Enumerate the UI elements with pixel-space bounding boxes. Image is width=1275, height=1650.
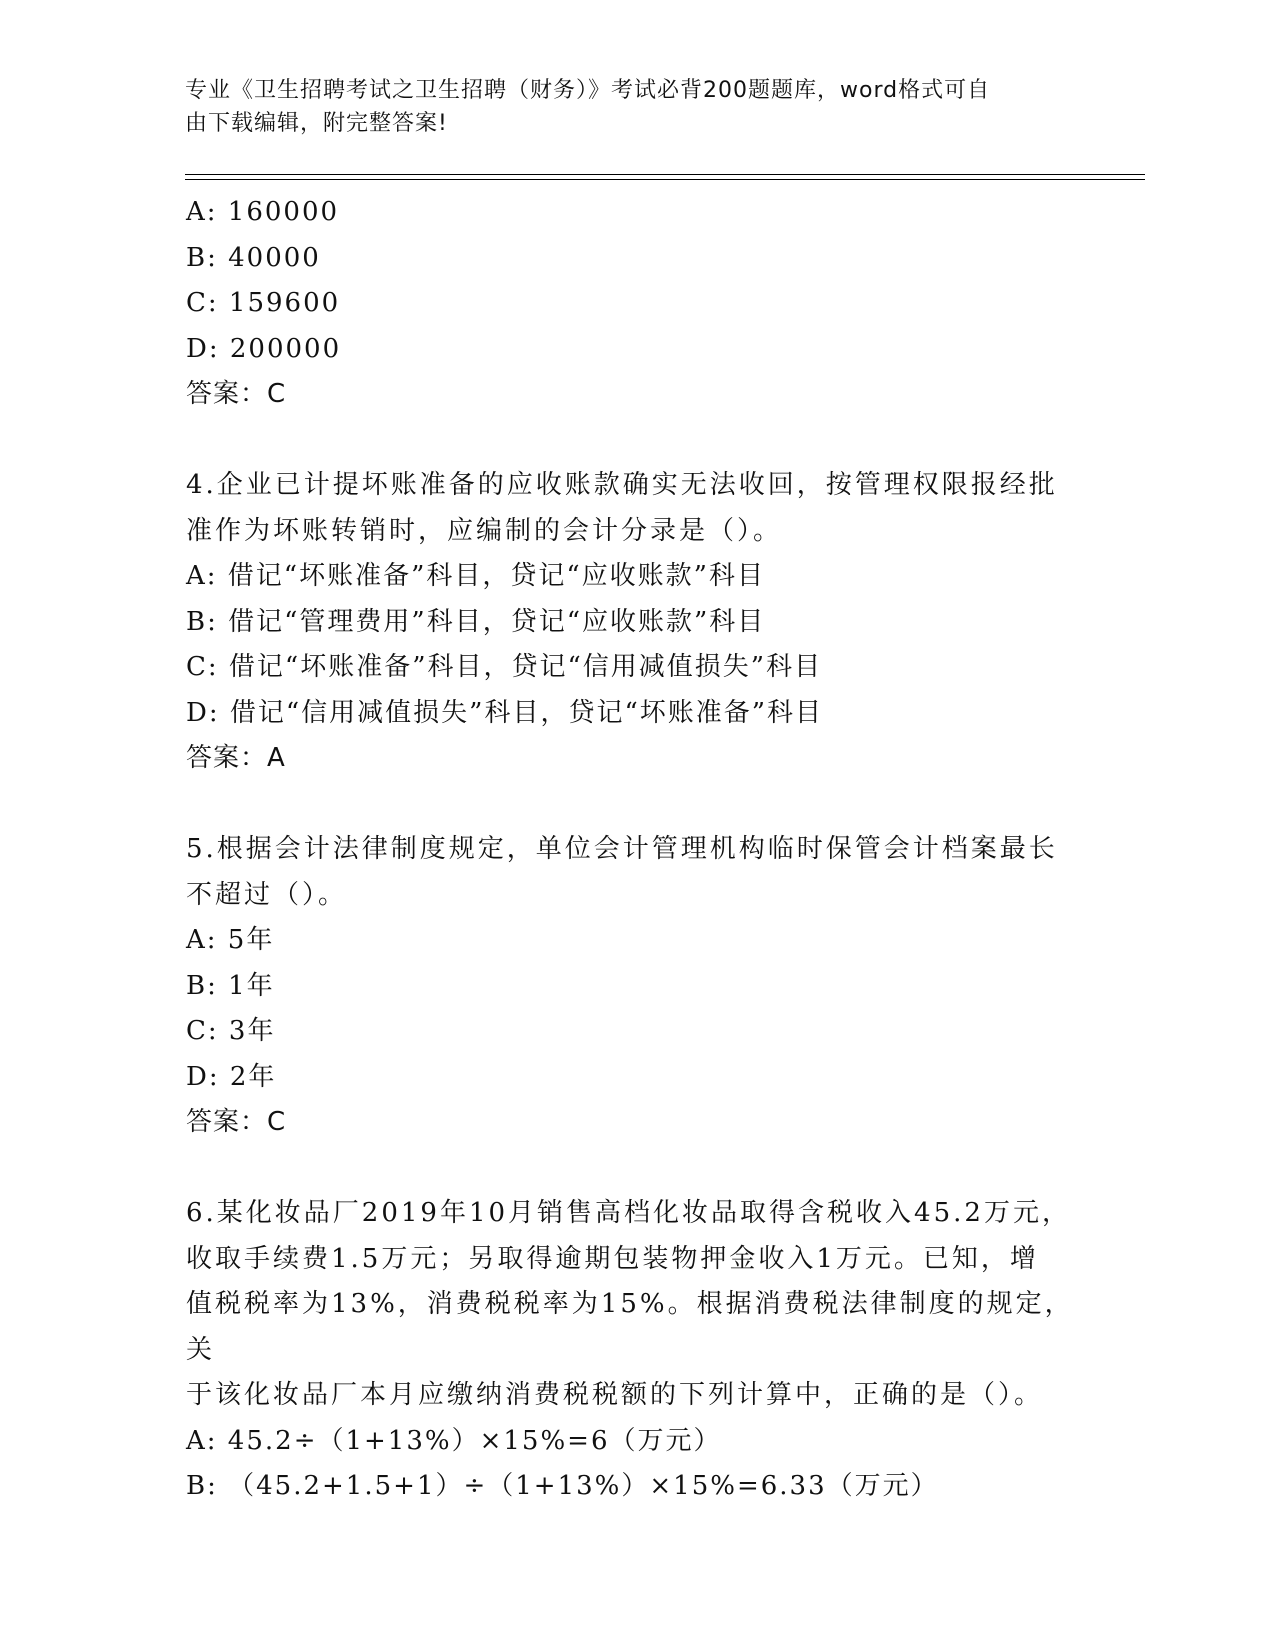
question-stem-line: 6.某化妆品厂2019年10月销售高档化妆品取得含税收入45.2万元， bbox=[186, 1198, 1071, 1228]
spacer bbox=[186, 417, 1086, 463]
question-4 bbox=[186, 463, 1086, 781]
header-divider-bottom bbox=[185, 179, 1145, 180]
header-line-1: 专业《卫生招聘考试之卫生招聘（财务）》考试必背200题题库，word格式可自 bbox=[185, 78, 991, 103]
question-stem-line: 准作为坏账转销时，应编制的会计分录是（）。 bbox=[186, 515, 783, 546]
question-stem-line: 不超过（）。 bbox=[186, 879, 348, 910]
spacer bbox=[186, 781, 1086, 827]
answer-line: 答案：C bbox=[186, 1107, 287, 1137]
question-stem-line: 于该化妆品厂本月应缴纳消费税税额的下列计算中，正确的是（）。 bbox=[186, 1380, 1044, 1410]
option-d: D: 2年 bbox=[186, 1061, 277, 1092]
question-stem-line: 4.企业已计提坏账准备的应收账款确实无法收回，按管理权限报经批 bbox=[186, 470, 1058, 500]
question-stem-line: 值税税率为13%，消费税税率为15%。根据消费税法律制度的规定，关 bbox=[186, 1289, 1074, 1365]
option-c: C: 借记“坏账准备”科目，贷记“信用减值损失”科目 bbox=[186, 652, 823, 682]
question-stem-line: 5.根据会计法律制度规定，单位会计管理机构临时保管会计档案最长 bbox=[186, 834, 1058, 864]
option-b: B: （45.2+1.5+1）÷（1+13%）×15%=6.33（万元） bbox=[186, 1471, 939, 1501]
option-a: A: 5年 bbox=[186, 925, 275, 955]
header-line-2: 由下载编辑，附完整答案! bbox=[185, 111, 448, 136]
option-c: C: 159600 bbox=[186, 288, 341, 318]
spacer bbox=[186, 1145, 1086, 1191]
header-divider-top bbox=[185, 174, 1145, 175]
option-a: A: 借记“坏账准备”科目，贷记“应收账款”科目 bbox=[186, 561, 765, 591]
option-c: C: 3年 bbox=[186, 1016, 276, 1046]
question-stem bbox=[186, 1191, 1076, 1419]
option-b: B: 借记“管理费用”科目，贷记“应收账款”科目 bbox=[186, 606, 766, 637]
option-d: D: 200000 bbox=[186, 333, 342, 364]
answer-line: 答案：C bbox=[186, 379, 287, 409]
option-b: B: 40000 bbox=[186, 242, 321, 273]
question-stem-line: 收取手续费1.5万元；另取得逾期包装物押金收入1万元。已知，增 bbox=[186, 1243, 1039, 1274]
question-list bbox=[186, 190, 1086, 1510]
option-b: B: 1年 bbox=[186, 970, 275, 1001]
option-a: A: 45.2÷（1+13%）×15%=6（万元） bbox=[186, 1425, 722, 1456]
question-stem bbox=[186, 463, 1076, 554]
question-5 bbox=[186, 827, 1086, 1145]
question-3 bbox=[186, 190, 1086, 417]
answer-line: 答案：A bbox=[186, 743, 286, 773]
option-a: A: 160000 bbox=[186, 197, 340, 227]
document-header bbox=[185, 74, 1065, 140]
question-6 bbox=[186, 1191, 1086, 1510]
question-stem bbox=[186, 827, 1076, 918]
option-d: D: 借记“信用减值损失”科目，贷记“坏账准备”科目 bbox=[186, 697, 824, 728]
